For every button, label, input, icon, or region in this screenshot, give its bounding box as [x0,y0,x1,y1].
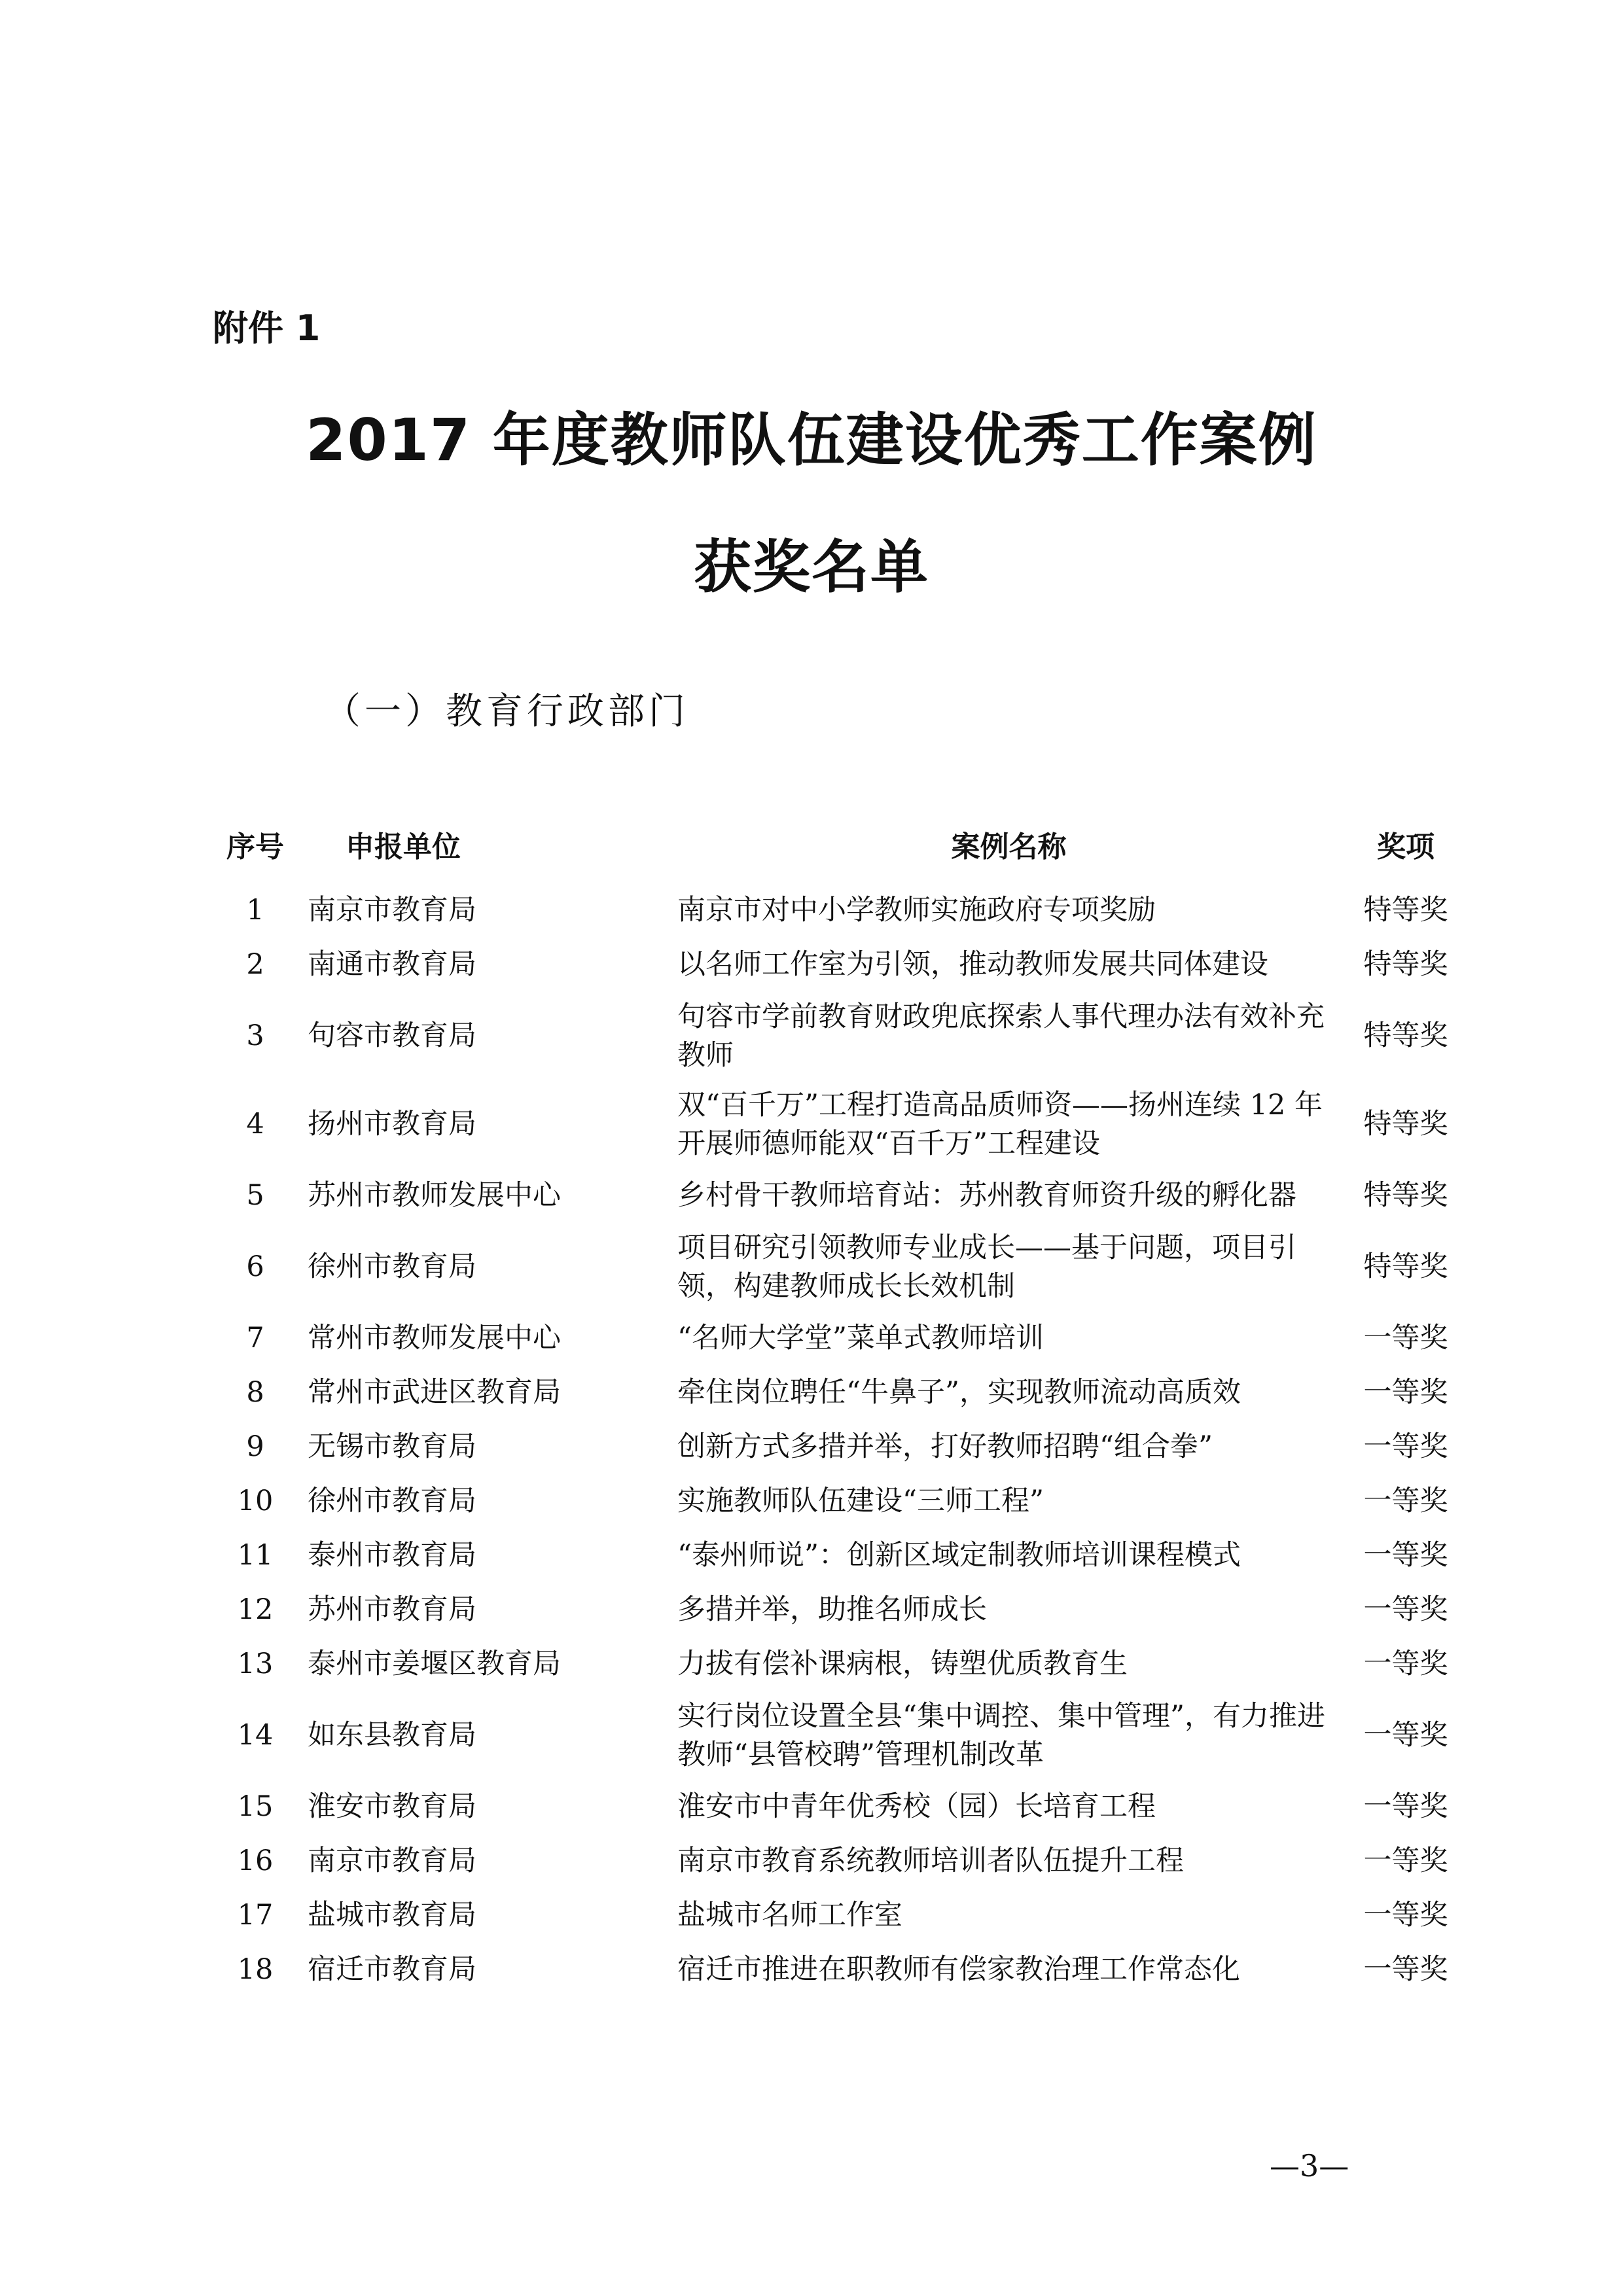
row-case-name: 创新方式多措并举，打好教师招聘“组合拳” [677,1430,1213,1463]
row-number: 3 [246,1019,264,1052]
row-case-name: 句容市学前教育财政兜底探索人事代理办法有效补充教师 [677,1000,1325,1072]
row-unit: 常州市武进区教育局 [308,1376,561,1409]
table-row [203,1780,1471,1834]
table-row [203,1420,1471,1474]
row-award: 一等奖 [1363,1845,1448,1877]
row-number: 16 [237,1845,274,1877]
table-row [203,1366,1471,1420]
row-number: 4 [246,1108,264,1140]
row-award: 一等奖 [1363,1719,1448,1752]
document-title-line-2: 获奖名单 [693,533,929,601]
awards-table [203,805,1471,1997]
section-heading: （一）教育行政部门 [324,690,689,733]
row-award: 特等奖 [1363,1179,1448,1212]
row-number: 14 [237,1719,274,1752]
row-award: 一等奖 [1363,1593,1448,1626]
row-award: 特等奖 [1363,894,1448,927]
row-number: 12 [237,1593,274,1626]
row-number: 8 [246,1376,264,1409]
row-number: 11 [237,1539,274,1572]
row-award: 一等奖 [1363,1322,1448,1354]
header-case-name: 案例名称 [951,830,1067,864]
table-row [203,1888,1471,1943]
row-award: 特等奖 [1363,1108,1448,1140]
row-case-name: “泰州师说”：创新区域定制教师培训课程模式 [677,1539,1241,1572]
row-award: 特等奖 [1363,948,1448,981]
row-unit: 南京市教育局 [308,894,476,927]
row-award: 一等奖 [1363,1790,1448,1823]
table-row [203,1834,1471,1888]
page-number: —3— [1270,2148,1349,2183]
row-unit: 徐州市教育局 [308,1250,476,1283]
table-row [203,1528,1471,1583]
table-row [203,992,1471,1080]
row-unit: 扬州市教育局 [308,1108,476,1140]
row-case-name: 宿迁市推进在职教师有偿家教治理工作常态化 [677,1953,1240,1986]
row-number: 6 [246,1250,264,1283]
row-case-name: 盐城市名师工作室 [677,1899,902,1932]
row-number: 1 [246,894,264,927]
row-award: 一等奖 [1363,1899,1448,1932]
row-case-name: 南京市教育系统教师培训者队伍提升工程 [677,1845,1184,1877]
row-case-name: 力拔有偿补课病根，铸塑优质教育生 [677,1648,1128,1680]
row-unit: 如东县教育局 [308,1719,476,1752]
row-case-name: 多措并举，助推名师成长 [677,1593,987,1626]
row-unit: 泰州市教育局 [308,1539,476,1572]
row-number: 17 [237,1899,274,1932]
row-number: 18 [237,1953,274,1986]
row-unit: 无锡市教育局 [308,1430,476,1463]
table-row [203,1311,1471,1366]
row-unit: 淮安市教育局 [308,1790,476,1823]
row-unit: 常州市教师发展中心 [308,1322,561,1354]
table-row [203,1080,1471,1169]
table-row [203,1223,1471,1311]
table-row [203,1583,1471,1637]
table-row [203,1474,1471,1528]
table-row [203,1691,1471,1780]
table-row [203,883,1471,938]
row-unit: 盐城市教育局 [308,1899,476,1932]
row-award: 一等奖 [1363,1648,1448,1680]
row-case-name: 实行岗位设置全县“集中调控、集中管理”，有力推进教师“县管校聘”管理机制改革 [677,1699,1325,1771]
row-award: 一等奖 [1363,1376,1448,1409]
row-case-name: 南京市对中小学教师实施政府专项奖励 [677,894,1156,927]
attachment-label: 附件 1 [213,308,321,349]
row-award: 一等奖 [1363,1953,1448,1986]
row-unit: 句容市教育局 [308,1019,476,1052]
row-number: 2 [246,948,264,981]
row-unit: 苏州市教师发展中心 [308,1179,561,1212]
row-unit: 泰州市姜堰区教育局 [308,1648,561,1680]
row-case-name: 淮安市中青年优秀校（园）长培育工程 [677,1790,1156,1823]
row-number: 10 [237,1485,274,1517]
row-award: 特等奖 [1363,1019,1448,1052]
row-unit: 南京市教育局 [308,1845,476,1877]
row-unit: 宿迁市教育局 [308,1953,476,1986]
row-award: 一等奖 [1363,1485,1448,1517]
table-row [203,1637,1471,1691]
row-number: 13 [237,1648,274,1680]
document-title-line-1: 2017 年度教师队伍建设优秀工作案例 [306,406,1317,474]
row-unit: 苏州市教育局 [308,1593,476,1626]
header-number: 序号 [226,830,284,864]
table-row [203,938,1471,992]
row-case-name: 双“百千万”工程打造高品质师资——扬州连续 12 年开展师德师能双“百千万”工程建设 [677,1088,1323,1160]
table-row [203,1943,1471,1997]
row-case-name: 乡村骨干教师培育站：苏州教育师资升级的孵化器 [677,1179,1296,1212]
row-case-name: “名师大学堂”菜单式教师培训 [677,1322,1044,1354]
row-number: 7 [246,1322,264,1354]
header-award: 奖项 [1377,830,1435,864]
row-number: 15 [237,1790,274,1823]
row-case-name: 牵住岗位聘任“牛鼻子”，实现教师流动高质效 [677,1376,1241,1409]
table-row [203,1169,1471,1223]
table-header-row [203,805,1471,883]
row-case-name: 以名师工作室为引领，推动教师发展共同体建设 [677,948,1268,981]
row-unit: 徐州市教育局 [308,1485,476,1517]
row-award: 一等奖 [1363,1430,1448,1463]
row-number: 5 [246,1179,264,1212]
row-number: 9 [246,1430,264,1463]
row-award: 特等奖 [1363,1250,1448,1283]
row-case-name: 项目研究引领教师专业成长——基于问题，项目引领，构建教师成长长效机制 [677,1231,1296,1303]
row-unit: 南通市教育局 [308,948,476,981]
row-case-name: 实施教师队伍建设“三师工程” [677,1485,1044,1517]
header-unit: 申报单位 [346,830,461,864]
row-award: 一等奖 [1363,1539,1448,1572]
